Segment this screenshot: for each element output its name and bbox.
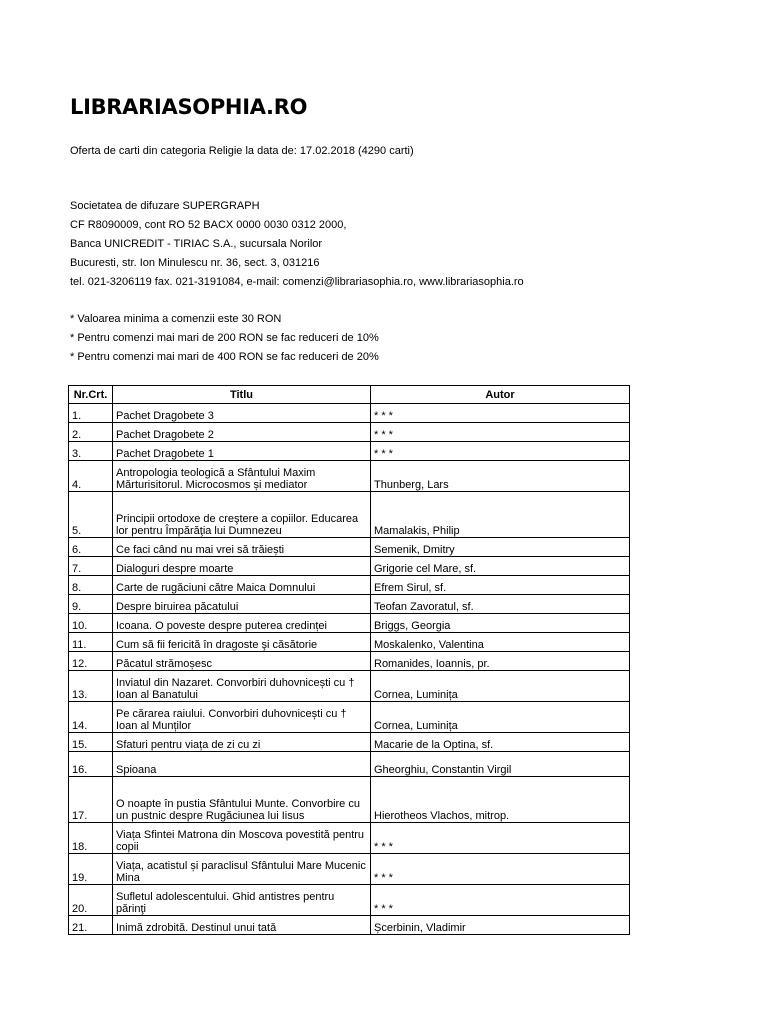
row-nr: 11. bbox=[69, 633, 113, 652]
row-author: * * * bbox=[371, 423, 630, 442]
company-line: Societatea de difuzare SUPERGRAPH bbox=[70, 200, 260, 212]
row-author: Moskalenko, Valentina bbox=[371, 633, 630, 652]
row-author: * * * bbox=[371, 404, 630, 423]
table-row bbox=[69, 557, 630, 576]
row-title: Inimă zdrobită. Destinul unui tată bbox=[113, 916, 371, 935]
row-nr: 5. bbox=[69, 492, 113, 538]
row-nr: 2. bbox=[69, 423, 113, 442]
row-title: O noapte în pustia Sfântului Munte. Convorbire cu un pustnic despre Rugăciunea lui Iisus bbox=[113, 777, 371, 823]
table-row bbox=[69, 823, 630, 854]
row-title: Pachet Dragobete 2 bbox=[113, 423, 371, 442]
row-author: Grigorie cel Mare, sf. bbox=[371, 557, 630, 576]
row-nr: 10. bbox=[69, 614, 113, 633]
book-table bbox=[68, 385, 630, 935]
table-row bbox=[69, 492, 630, 538]
company-line: tel. 021-3206119 fax. 021-3191084, e-mail: comenzi@librariasophia.ro, www.librariasophia.ro bbox=[70, 276, 524, 288]
row-title: Păcatul strămoșesc bbox=[113, 652, 371, 671]
row-author: Efrem Sirul, sf. bbox=[371, 576, 630, 595]
table-row bbox=[69, 538, 630, 557]
company-line: CF R8090009, cont RO 52 BACX 0000 0030 0312 2000, bbox=[70, 219, 347, 231]
note-line: * Pentru comenzi mai mari de 200 RON se fac reduceri de 10% bbox=[70, 332, 379, 344]
table-row bbox=[69, 671, 630, 702]
row-nr: 20. bbox=[69, 885, 113, 916]
row-nr: 4. bbox=[69, 461, 113, 492]
row-author: Mamalakis, Philip bbox=[371, 492, 630, 538]
table-body bbox=[69, 404, 630, 935]
note-line: * Pentru comenzi mai mari de 400 RON se fac reduceri de 20% bbox=[70, 351, 379, 363]
row-nr: 15. bbox=[69, 733, 113, 752]
row-nr: 12. bbox=[69, 652, 113, 671]
row-author: * * * bbox=[371, 442, 630, 461]
row-title: Inviatul din Nazaret. Convorbiri duhovnicești cu † Ioan al Banatului bbox=[113, 671, 371, 702]
row-nr: 9. bbox=[69, 595, 113, 614]
row-nr: 21. bbox=[69, 916, 113, 935]
row-title: Spioana bbox=[113, 752, 371, 777]
row-title: Principii ortodoxe de creştere a copiilor. Educarea lor pentru Împărăţia lui Dumnezeu bbox=[113, 492, 371, 538]
row-nr: 3. bbox=[69, 442, 113, 461]
row-author: * * * bbox=[371, 854, 630, 885]
table-row bbox=[69, 461, 630, 492]
row-title: Viața, acatistul și paraclisul Sfântului Mare Mucenic Mina bbox=[113, 854, 371, 885]
row-nr: 7. bbox=[69, 557, 113, 576]
row-author: Gheorghiu, Constantin Virgil bbox=[371, 752, 630, 777]
row-author: Briggs, Georgia bbox=[371, 614, 630, 633]
row-author: Macarie de la Optina, sf. bbox=[371, 733, 630, 752]
table-row bbox=[69, 652, 630, 671]
row-title: Viața Sfintei Matrona din Moscova povestită pentru copii bbox=[113, 823, 371, 854]
row-title: Pachet Dragobete 1 bbox=[113, 442, 371, 461]
row-author: Teofan Zavoratul, sf. bbox=[371, 595, 630, 614]
table-row bbox=[69, 752, 630, 777]
row-title: Cum să fii fericită în dragoste şi căsătorie bbox=[113, 633, 371, 652]
table-row bbox=[69, 442, 630, 461]
row-author: Cornea, Luminița bbox=[371, 702, 630, 733]
table-row bbox=[69, 423, 630, 442]
site-title: LIBRARIASOPHIA.RO bbox=[70, 95, 308, 119]
offer-text: Oferta de carti din categoria Religie la data de: 17.02.2018 (4290 carti) bbox=[70, 145, 414, 157]
row-nr: 1. bbox=[69, 404, 113, 423]
row-author: Cornea, Luminița bbox=[371, 671, 630, 702]
table-header-row bbox=[69, 386, 630, 404]
row-author: Thunberg, Lars bbox=[371, 461, 630, 492]
row-nr: 14. bbox=[69, 702, 113, 733]
table-row bbox=[69, 633, 630, 652]
table-row bbox=[69, 404, 630, 423]
table-row bbox=[69, 885, 630, 916]
row-title: Antropologia teologică a Sfântului Maxim Mărturisitorul. Microcosmos și mediator bbox=[113, 461, 371, 492]
row-author: Romanides, Ioannis, pr. bbox=[371, 652, 630, 671]
row-title: Dialoguri despre moarte bbox=[113, 557, 371, 576]
table-row bbox=[69, 854, 630, 885]
company-line: Bucuresti, str. Ion Minulescu nr. 36, sect. 3, 031216 bbox=[70, 257, 320, 269]
row-author: Șcerbinin, Vladimir bbox=[371, 916, 630, 935]
row-nr: 8. bbox=[69, 576, 113, 595]
row-title: Sufletul adolescentului. Ghid antistres pentru părinţi bbox=[113, 885, 371, 916]
table-row bbox=[69, 614, 630, 633]
row-author: Semenik, Dmitry bbox=[371, 538, 630, 557]
row-nr: 17. bbox=[69, 777, 113, 823]
row-title: Despre biruirea păcatului bbox=[113, 595, 371, 614]
row-title: Ce faci când nu mai vrei să trăiești bbox=[113, 538, 371, 557]
row-nr: 6. bbox=[69, 538, 113, 557]
row-nr: 18. bbox=[69, 823, 113, 854]
row-nr: 16. bbox=[69, 752, 113, 777]
row-title: Pachet Dragobete 3 bbox=[113, 404, 371, 423]
table-row bbox=[69, 916, 630, 935]
table-row bbox=[69, 595, 630, 614]
table-row bbox=[69, 733, 630, 752]
row-author: * * * bbox=[371, 885, 630, 916]
row-nr: 13. bbox=[69, 671, 113, 702]
row-nr: 19. bbox=[69, 854, 113, 885]
company-line: Banca UNICREDIT - TIRIAC S.A., sucursala Norilor bbox=[70, 238, 323, 250]
row-title: Carte de rugăciuni către Maica Domnului bbox=[113, 576, 371, 595]
header-titlu: Titlu bbox=[113, 386, 371, 404]
table-row bbox=[69, 777, 630, 823]
note-line: * Valoarea minima a comenzii este 30 RON bbox=[70, 313, 282, 325]
row-author: * * * bbox=[371, 823, 630, 854]
row-author: Hierotheos Vlachos, mitrop. bbox=[371, 777, 630, 823]
table-row bbox=[69, 702, 630, 733]
header-autor: Autor bbox=[371, 386, 630, 404]
row-title: Sfaturi pentru viața de zi cu zi bbox=[113, 733, 371, 752]
table-row bbox=[69, 576, 630, 595]
row-title: Icoana. O poveste despre puterea credinței bbox=[113, 614, 371, 633]
header-nr: Nr.Crt. bbox=[69, 386, 113, 404]
row-title: Pe cărarea raiului. Convorbiri duhovnicești cu † Ioan al Munților bbox=[113, 702, 371, 733]
